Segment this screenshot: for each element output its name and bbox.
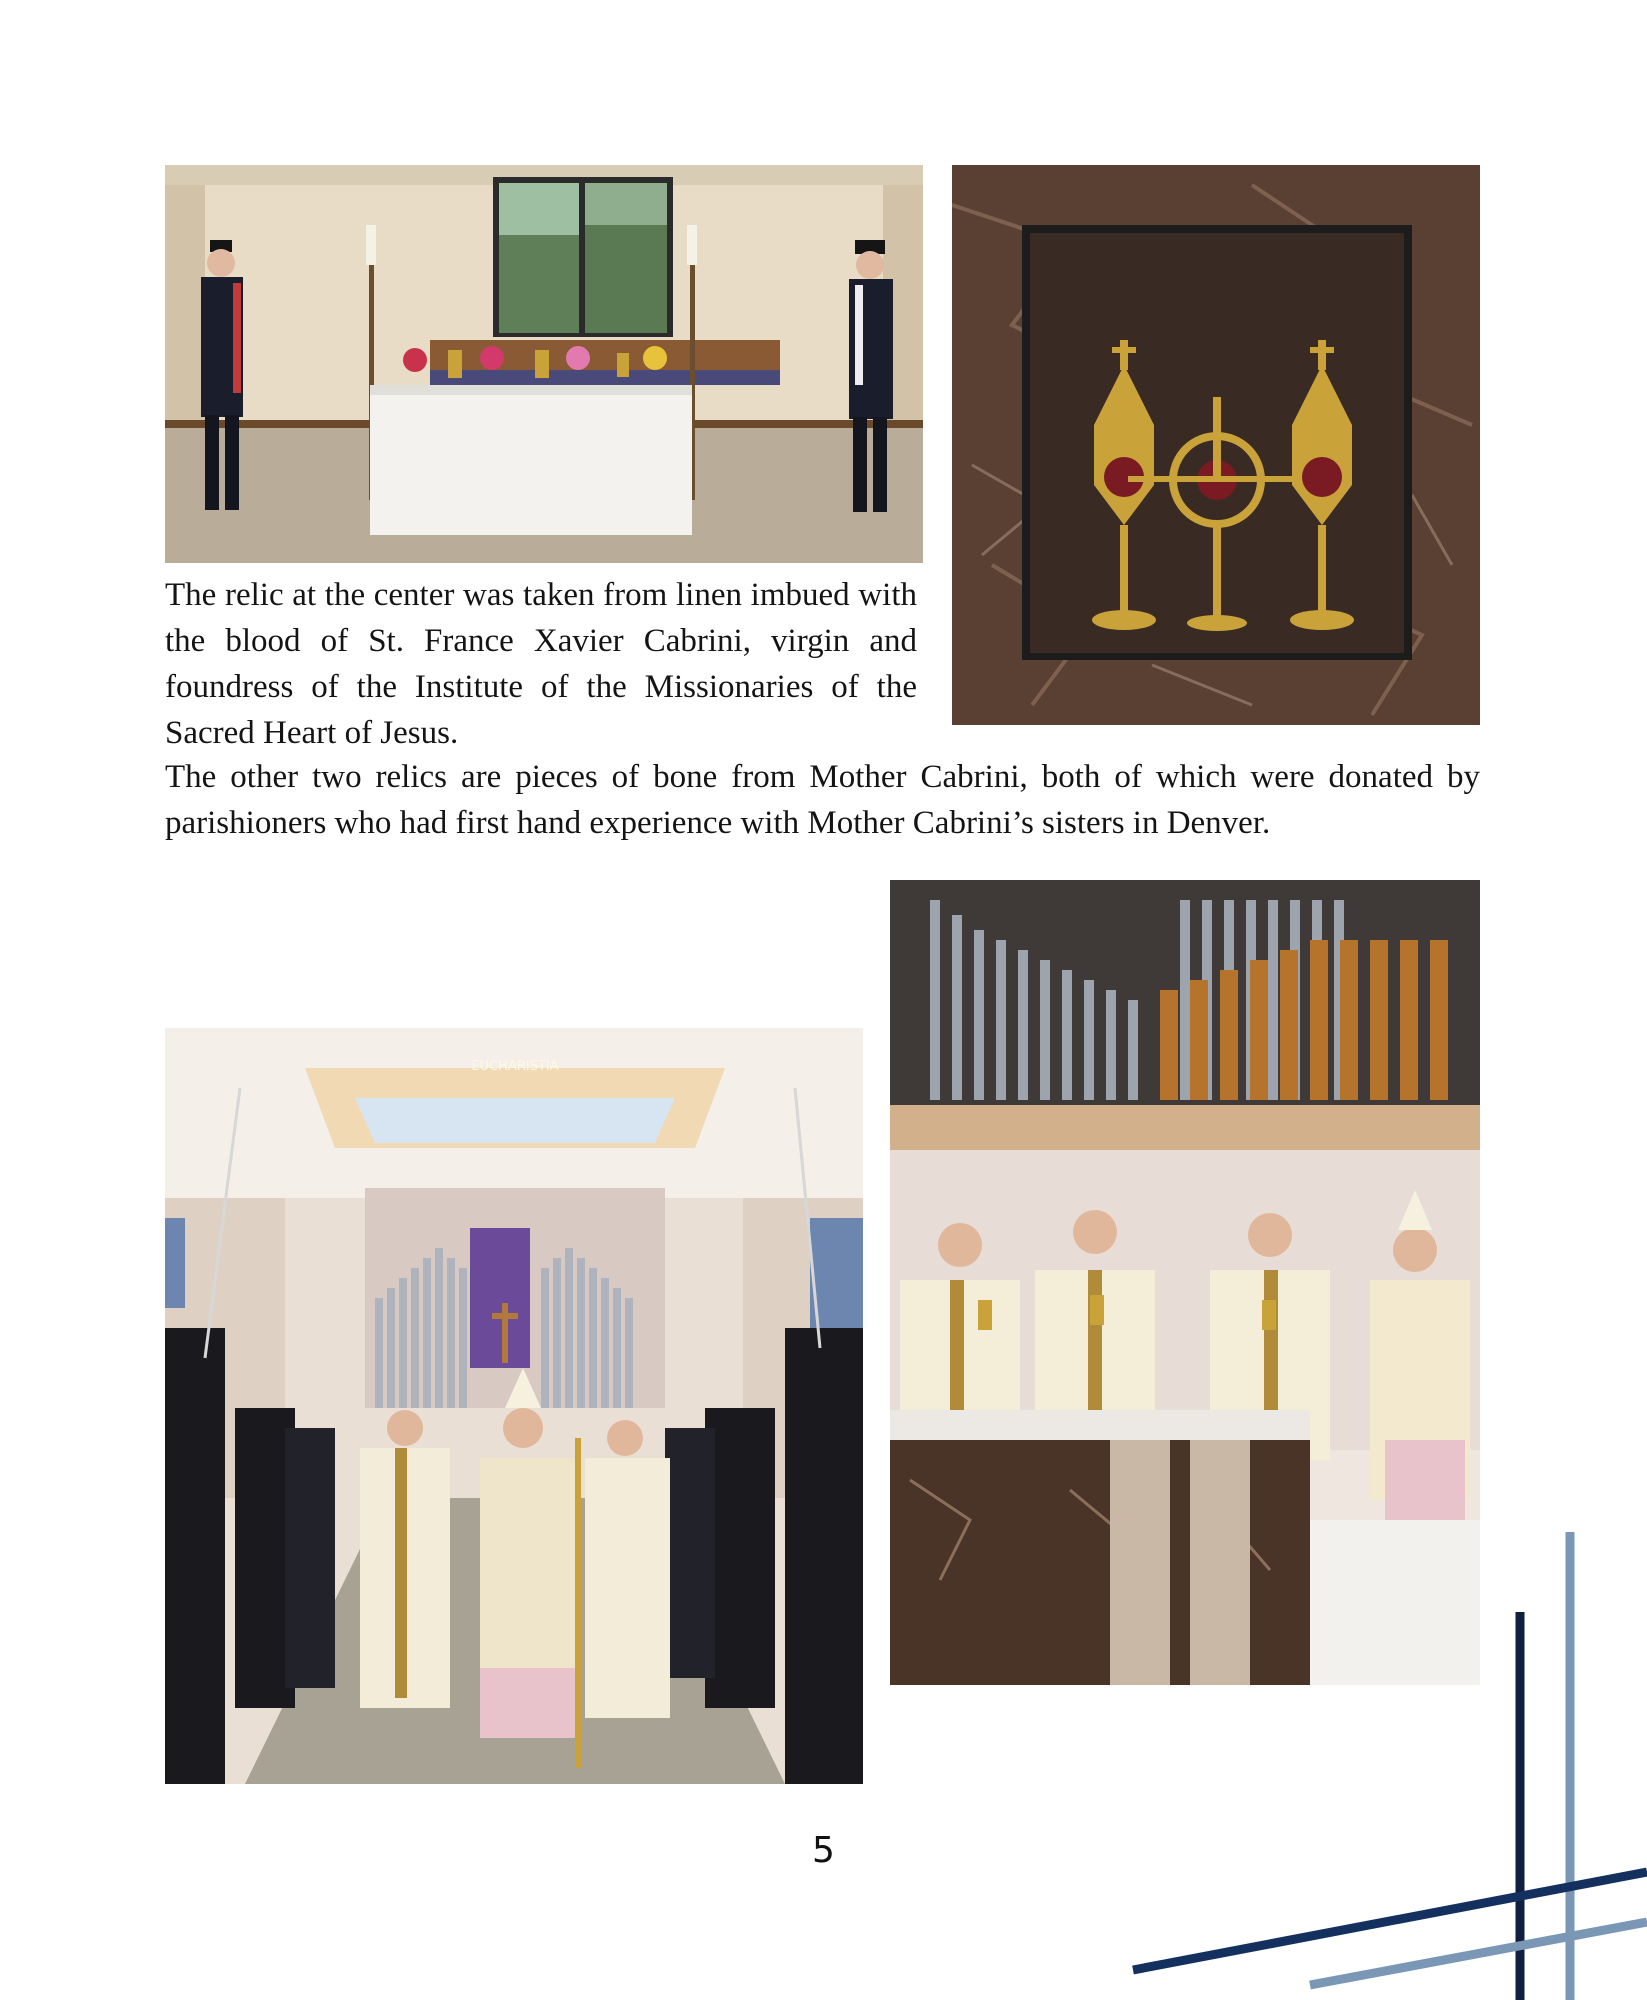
decor-line-diagonal-dark [1133, 1872, 1647, 1970]
procession-scene [165, 1028, 863, 1784]
photo-reliquaries [952, 165, 1480, 725]
decor-line-diagonal-light [1310, 1922, 1647, 1985]
photo-altar-organ [890, 880, 1480, 1685]
caption-relic-center: The relic at the center was taken from linen imbued with the blood of St. France Xavier Cabrini, virgin and foundress of the Institute of the Missionaries of the Sacred Heart of Jesus. [165, 577, 917, 751]
photo-procession [165, 1028, 863, 1784]
page-number: 5 [812, 1830, 835, 1871]
photo-chapel-honor-guard [165, 165, 923, 563]
altar-scene [890, 880, 1480, 1685]
chapel-scene [165, 165, 923, 563]
banner-text: EUCHARISTIA [471, 1059, 559, 1074]
reliquaries-scene [952, 165, 1480, 725]
caption-other-relics: The other two relics are pieces of bone from Mother Cabrini, both of which were donated by parishioners who had first hand experience with Mother Cabrini’s sisters in Denver. [165, 759, 1480, 841]
